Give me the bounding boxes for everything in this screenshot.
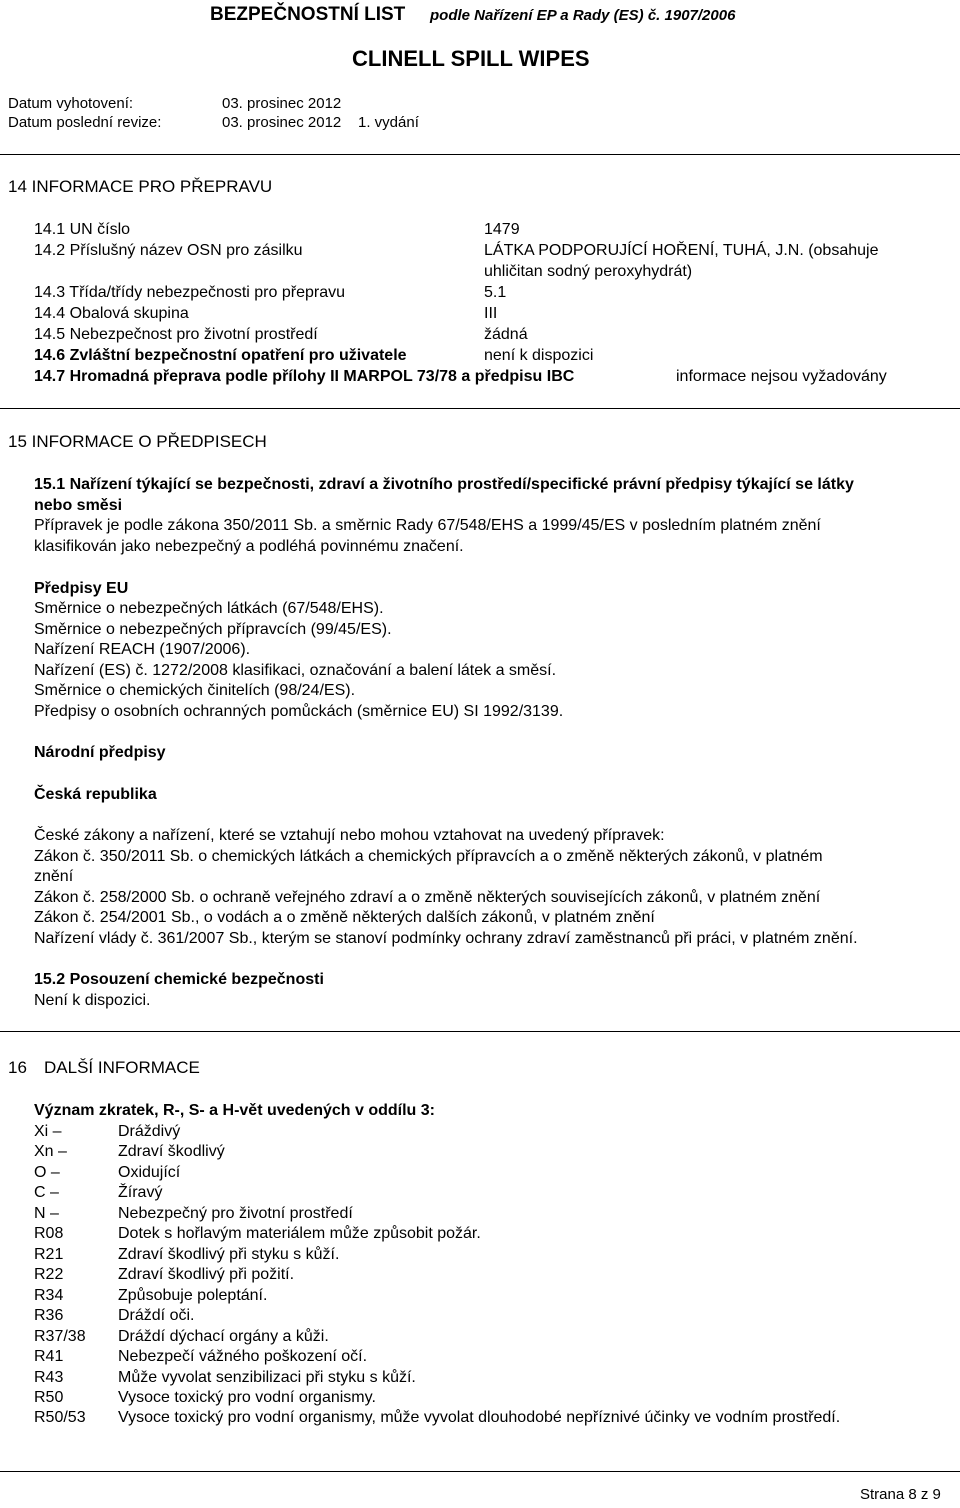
section-15-heading: 15 INFORMACE O PŘEDPISECH (8, 432, 267, 451)
subsection-15-1-heading: 15.1 Nařízení týkající se bezpečnosti, zdraví a životního prostředí/specifické právní předpisy týkající se látky (34, 476, 854, 493)
row-14-5-value: žádná (484, 326, 528, 343)
row-14-2-label: 14.2 Příslušný název OSN pro zásilku (34, 242, 303, 259)
eu-regulation-item: Směrnice o nebezpečných látkách (67/548/EHS). (34, 600, 384, 617)
abbr-code: R08 (34, 1225, 64, 1242)
abbr-code: R34 (34, 1287, 64, 1304)
row-14-4-value: III (484, 305, 498, 322)
abbr-code: R36 (34, 1307, 64, 1324)
abbr-code: R41 (34, 1348, 64, 1365)
abbr-code: N – (34, 1205, 59, 1222)
abbr-text: Nebezpečí vážného poškození očí. (118, 1348, 368, 1365)
subsection-15-2-heading: 15.2 Posouzení chemické bezpečnosti (34, 971, 324, 988)
row-14-2-value-cont: uhličitan sodný peroxyhydrát) (484, 263, 693, 280)
row-14-4-label: 14.4 Obalová skupina (34, 305, 189, 322)
row-14-3-value: 5.1 (484, 284, 507, 301)
abbr-text: Dráždivý (118, 1123, 181, 1140)
abbr-code: R22 (34, 1266, 64, 1283)
czech-laws-intro: České zákony a nařízení, které se vztahují nebo mohou vztahovat na uvedený přípravek: (34, 827, 665, 844)
abbr-text: Zdraví škodlivý (118, 1143, 225, 1160)
subsection-15-2-text: Není k dispozici. (34, 992, 151, 1009)
czech-law-item: Zákon č. 350/2011 Sb. o chemických látkách a chemických přípravcích a o změně některých zákonů, v platném (34, 848, 823, 865)
czech-law-item: Zákon č. 254/2001 Sb., o vodách a o změně některých dalších zákonů, v platném znění (34, 909, 655, 926)
product-name: CLINELL SPILL WIPES (352, 46, 590, 71)
divider (0, 1031, 960, 1032)
row-14-6-label: 14.6 Zvláštní bezpečnostní opatření pro uživatele (34, 347, 407, 364)
created-date-label: Datum vyhotovení: (8, 95, 134, 112)
abbr-text: Způsobuje poleptání. (118, 1287, 268, 1304)
abbr-code: R43 (34, 1369, 64, 1386)
czech-law-item-cont: znění (34, 868, 74, 885)
regulation-reference: podle Nařízení EP a Rady (ES) č. 1907/2006 (430, 7, 736, 24)
abbr-code: Xn – (34, 1143, 67, 1160)
abbr-text: Žíravý (118, 1184, 163, 1201)
abbr-text: Zdraví škodlivý při styku s kůží. (118, 1246, 340, 1263)
edition-label: 1. vydání (358, 114, 419, 131)
abbr-text: Vysoce toxický pro vodní organismy, může vyvolat dlouhodobé nepříznivé účinky ve vodním prostředí. (118, 1409, 841, 1426)
section-14-heading: 14 INFORMACE PRO PŘEPRAVU (8, 177, 273, 196)
section-16-heading: DALŠÍ INFORMACE (44, 1058, 200, 1077)
section-16-number: 16 (8, 1058, 27, 1077)
subsection-15-1-heading-cont: nebo směsi (34, 497, 123, 514)
revised-date-label: Datum poslední revize: (8, 114, 162, 131)
divider (0, 408, 960, 409)
eu-regulation-item: Směrnice o chemických činitelích (98/24/ES). (34, 682, 356, 699)
abbreviations-heading: Význam zkratek, R-, S- a H-vět uvedených v oddílu 3: (34, 1102, 435, 1119)
row-14-2-value: LÁTKA PODPORUJÍCÍ HOŘENÍ, TUHÁ, J.N. (obsahuje (484, 242, 879, 259)
document-title: BEZPEČNOSTNÍ LIST (210, 4, 406, 25)
row-14-1-value: 1479 (484, 221, 520, 238)
eu-regulation-item: Nařízení REACH (1907/2006). (34, 641, 251, 658)
abbr-text: Může vyvolat senzibilizaci při styku s kůží. (118, 1369, 416, 1386)
abbr-code: R50 (34, 1389, 64, 1406)
abbr-text: Oxidující (118, 1164, 181, 1181)
abbr-text: Nebezpečný pro životní prostředí (118, 1205, 353, 1222)
eu-regulation-item: Nařízení (ES) č. 1272/2008 klasifikaci, označování a balení látek a směsí. (34, 662, 557, 679)
national-regulations-heading: Národní předpisy (34, 744, 166, 761)
abbr-text: Dotek s hořlavým materiálem může způsobit požár. (118, 1225, 481, 1242)
row-14-5-label: 14.5 Nebezpečnost pro životní prostředí (34, 326, 318, 343)
abbr-code: O – (34, 1164, 60, 1181)
row-14-3-label: 14.3 Třída/třídy nebezpečnosti pro přepravu (34, 284, 345, 301)
revised-date-value: 03. prosinec 2012 (222, 114, 342, 131)
eu-regulation-item: Předpisy o osobních ochranných pomůckách (směrnice EU) SI 1992/3139. (34, 703, 564, 720)
czech-law-item: Nařízení vlády č. 361/2007 Sb., kterým se stanoví podmínky ochrany zdraví zaměstnanců při práci, v platném znění. (34, 930, 858, 947)
abbr-code: R21 (34, 1246, 64, 1263)
abbr-text: Dráždí dýchací orgány a kůži. (118, 1328, 329, 1345)
abbr-text: Vysoce toxický pro vodní organismy. (118, 1389, 376, 1406)
row-14-7-value: informace nejsou vyžadovány (676, 368, 887, 385)
czech-republic-heading: Česká republika (34, 786, 157, 803)
classification-text-cont: klasifikován jako nebezpečný a podléhá povinnému značení. (34, 538, 464, 555)
abbr-code: C – (34, 1184, 59, 1201)
abbr-text: Zdraví škodlivý při požití. (118, 1266, 295, 1283)
abbr-code: Xi – (34, 1123, 62, 1140)
row-14-6-value: není k dispozici (484, 347, 594, 364)
row-14-7-label: 14.7 Hromadná přeprava podle přílohy II MARPOL 73/78 a předpisu IBC (34, 368, 575, 385)
created-date-value: 03. prosinec 2012 (222, 95, 342, 112)
czech-law-item: Zákon č. 258/2000 Sb. o ochraně veřejného zdraví a o změně některých souvisejících zákonů, v platném znění (34, 889, 821, 906)
row-14-1-label: 14.1 UN číslo (34, 221, 131, 238)
page-number: Strana 8 z 9 (860, 1486, 941, 1503)
abbr-code: R50/53 (34, 1409, 86, 1426)
eu-regulation-item: Směrnice o nebezpečných přípravcích (99/45/ES). (34, 621, 392, 638)
abbr-text: Dráždí oči. (118, 1307, 195, 1324)
divider (0, 154, 960, 155)
divider (0, 1471, 960, 1472)
abbr-code: R37/38 (34, 1328, 86, 1345)
classification-text: Přípravek je podle zákona 350/2011 Sb. a směrnic Rady 67/548/EHS a 1999/45/ES v posledním platném znění (34, 517, 821, 534)
eu-regulations-heading: Předpisy EU (34, 580, 129, 597)
